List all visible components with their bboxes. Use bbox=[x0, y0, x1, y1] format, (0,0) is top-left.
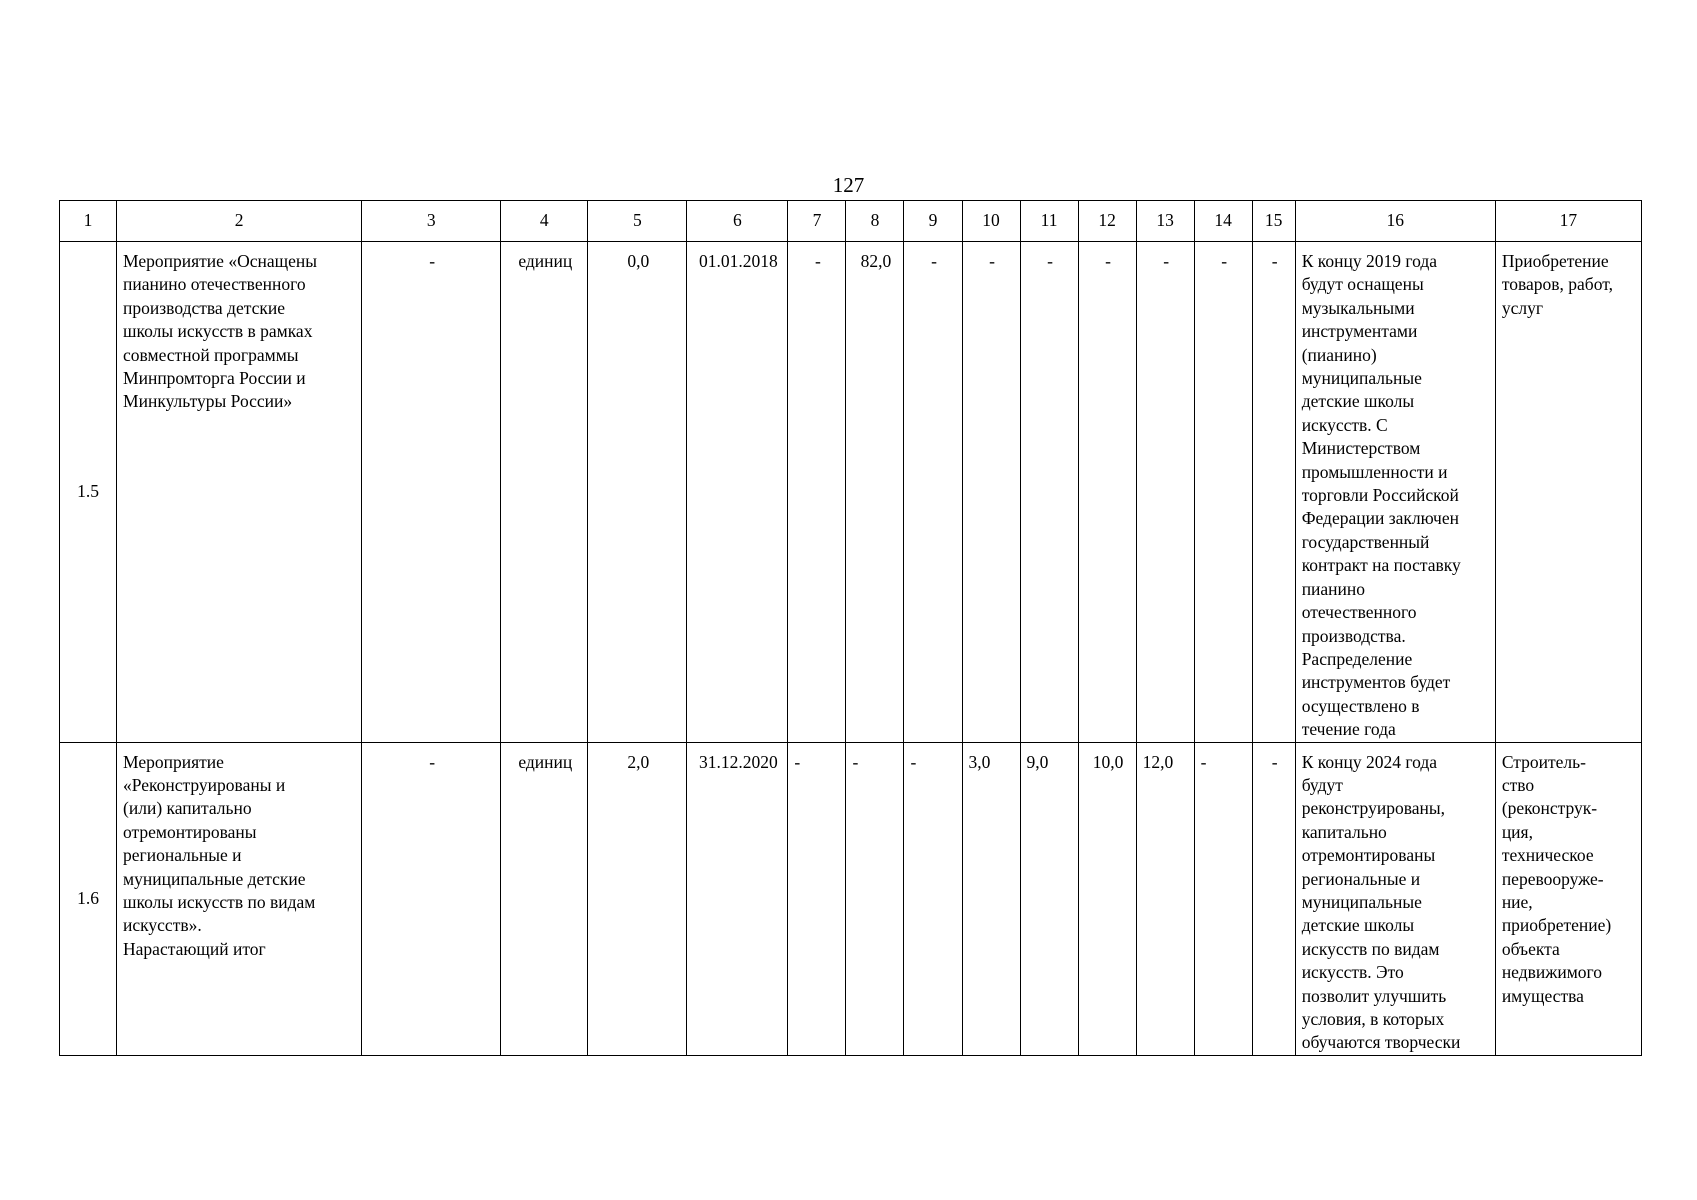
table-header-row bbox=[60, 201, 1642, 242]
cell-col12: - bbox=[1078, 242, 1136, 743]
cell-col9: - bbox=[904, 242, 962, 743]
measure-type: Приобретение товаров, работ, услуг bbox=[1495, 242, 1641, 743]
result-description: К концу 2024 года будут реконструированы, капитально отремонтированы региональные и муниципальные детские школы искусств по видам искусств. Это позволит улучшить условия, в которых обучаются творчески bbox=[1295, 742, 1495, 1055]
row-number: 1.5 bbox=[60, 242, 117, 743]
cell-col12: 10,0 bbox=[1078, 742, 1136, 1055]
column-header: 13 bbox=[1136, 201, 1194, 242]
column-header: 15 bbox=[1252, 201, 1295, 242]
column-header: 6 bbox=[687, 201, 788, 242]
cell-col8: - bbox=[846, 742, 904, 1055]
cell-col14: - bbox=[1194, 242, 1252, 743]
cell-col15: - bbox=[1252, 742, 1295, 1055]
column-header: 9 bbox=[904, 201, 962, 242]
date-cell: 01.01.2018 bbox=[687, 242, 788, 743]
column-header: 8 bbox=[846, 201, 904, 242]
cell-col14: - bbox=[1194, 742, 1252, 1055]
result-description: К концу 2019 года будут оснащены музыкальными инструментами (пианино) муниципальные детские школы искусств. С Министерством промышленности и торговли Российской Федерации заключен государственный контракт на поставку пианино отечественного производства. Распределение инструментов будет осуществлено в течение года bbox=[1295, 242, 1495, 743]
column-header: 16 bbox=[1295, 201, 1495, 242]
table-row bbox=[60, 242, 1642, 743]
cell-col13: 12,0 bbox=[1136, 742, 1194, 1055]
cell-col7: - bbox=[788, 742, 846, 1055]
unit-cell: единиц bbox=[501, 742, 588, 1055]
column-header: 11 bbox=[1020, 201, 1078, 242]
column-header: 2 bbox=[117, 201, 362, 242]
cell-col10: 3,0 bbox=[962, 742, 1020, 1055]
measure-name: Мероприятие «Реконструированы и (или) капитально отремонтированы региональные и муниципальные детские школы искусств по видам искусств». Нарастающий итог bbox=[117, 742, 362, 1055]
measures-table bbox=[59, 200, 1642, 1056]
row-number: 1.6 bbox=[60, 742, 117, 1055]
column-header: 5 bbox=[588, 201, 687, 242]
cell-col9: - bbox=[904, 742, 962, 1055]
cell-col8: 82,0 bbox=[846, 242, 904, 743]
column-header: 7 bbox=[788, 201, 846, 242]
cell-col13: - bbox=[1136, 242, 1194, 743]
measure-type: Строитель- ство (реконструк- ция, техническое перевооруже- ние, приобретение) объекта недвижимого имущества bbox=[1495, 742, 1641, 1055]
date-cell: 31.12.2020 bbox=[687, 742, 788, 1055]
cell-col3: - bbox=[362, 742, 501, 1055]
cell-col11: 9,0 bbox=[1020, 742, 1078, 1055]
unit-cell: единиц bbox=[501, 242, 588, 743]
column-header: 17 bbox=[1495, 201, 1641, 242]
column-header: 3 bbox=[362, 201, 501, 242]
measure-name: Мероприятие «Оснащены пианино отечественного производства детские школы искусств в рамках совместной программы Минпромторга России и Минкультуры России» bbox=[117, 242, 362, 743]
base-value-cell: 2,0 bbox=[588, 742, 687, 1055]
cell-col3: - bbox=[362, 242, 501, 743]
page-number: 127 bbox=[832, 173, 865, 197]
cell-col7: - bbox=[788, 242, 846, 743]
column-header: 12 bbox=[1078, 201, 1136, 242]
table-row bbox=[60, 742, 1642, 1055]
column-header: 4 bbox=[501, 201, 588, 242]
cell-col11: - bbox=[1020, 242, 1078, 743]
column-header: 10 bbox=[962, 201, 1020, 242]
column-header: 1 bbox=[60, 201, 117, 242]
column-header: 14 bbox=[1194, 201, 1252, 242]
base-value-cell: 0,0 bbox=[588, 242, 687, 743]
cell-col15: - bbox=[1252, 242, 1295, 743]
cell-col10: - bbox=[962, 242, 1020, 743]
